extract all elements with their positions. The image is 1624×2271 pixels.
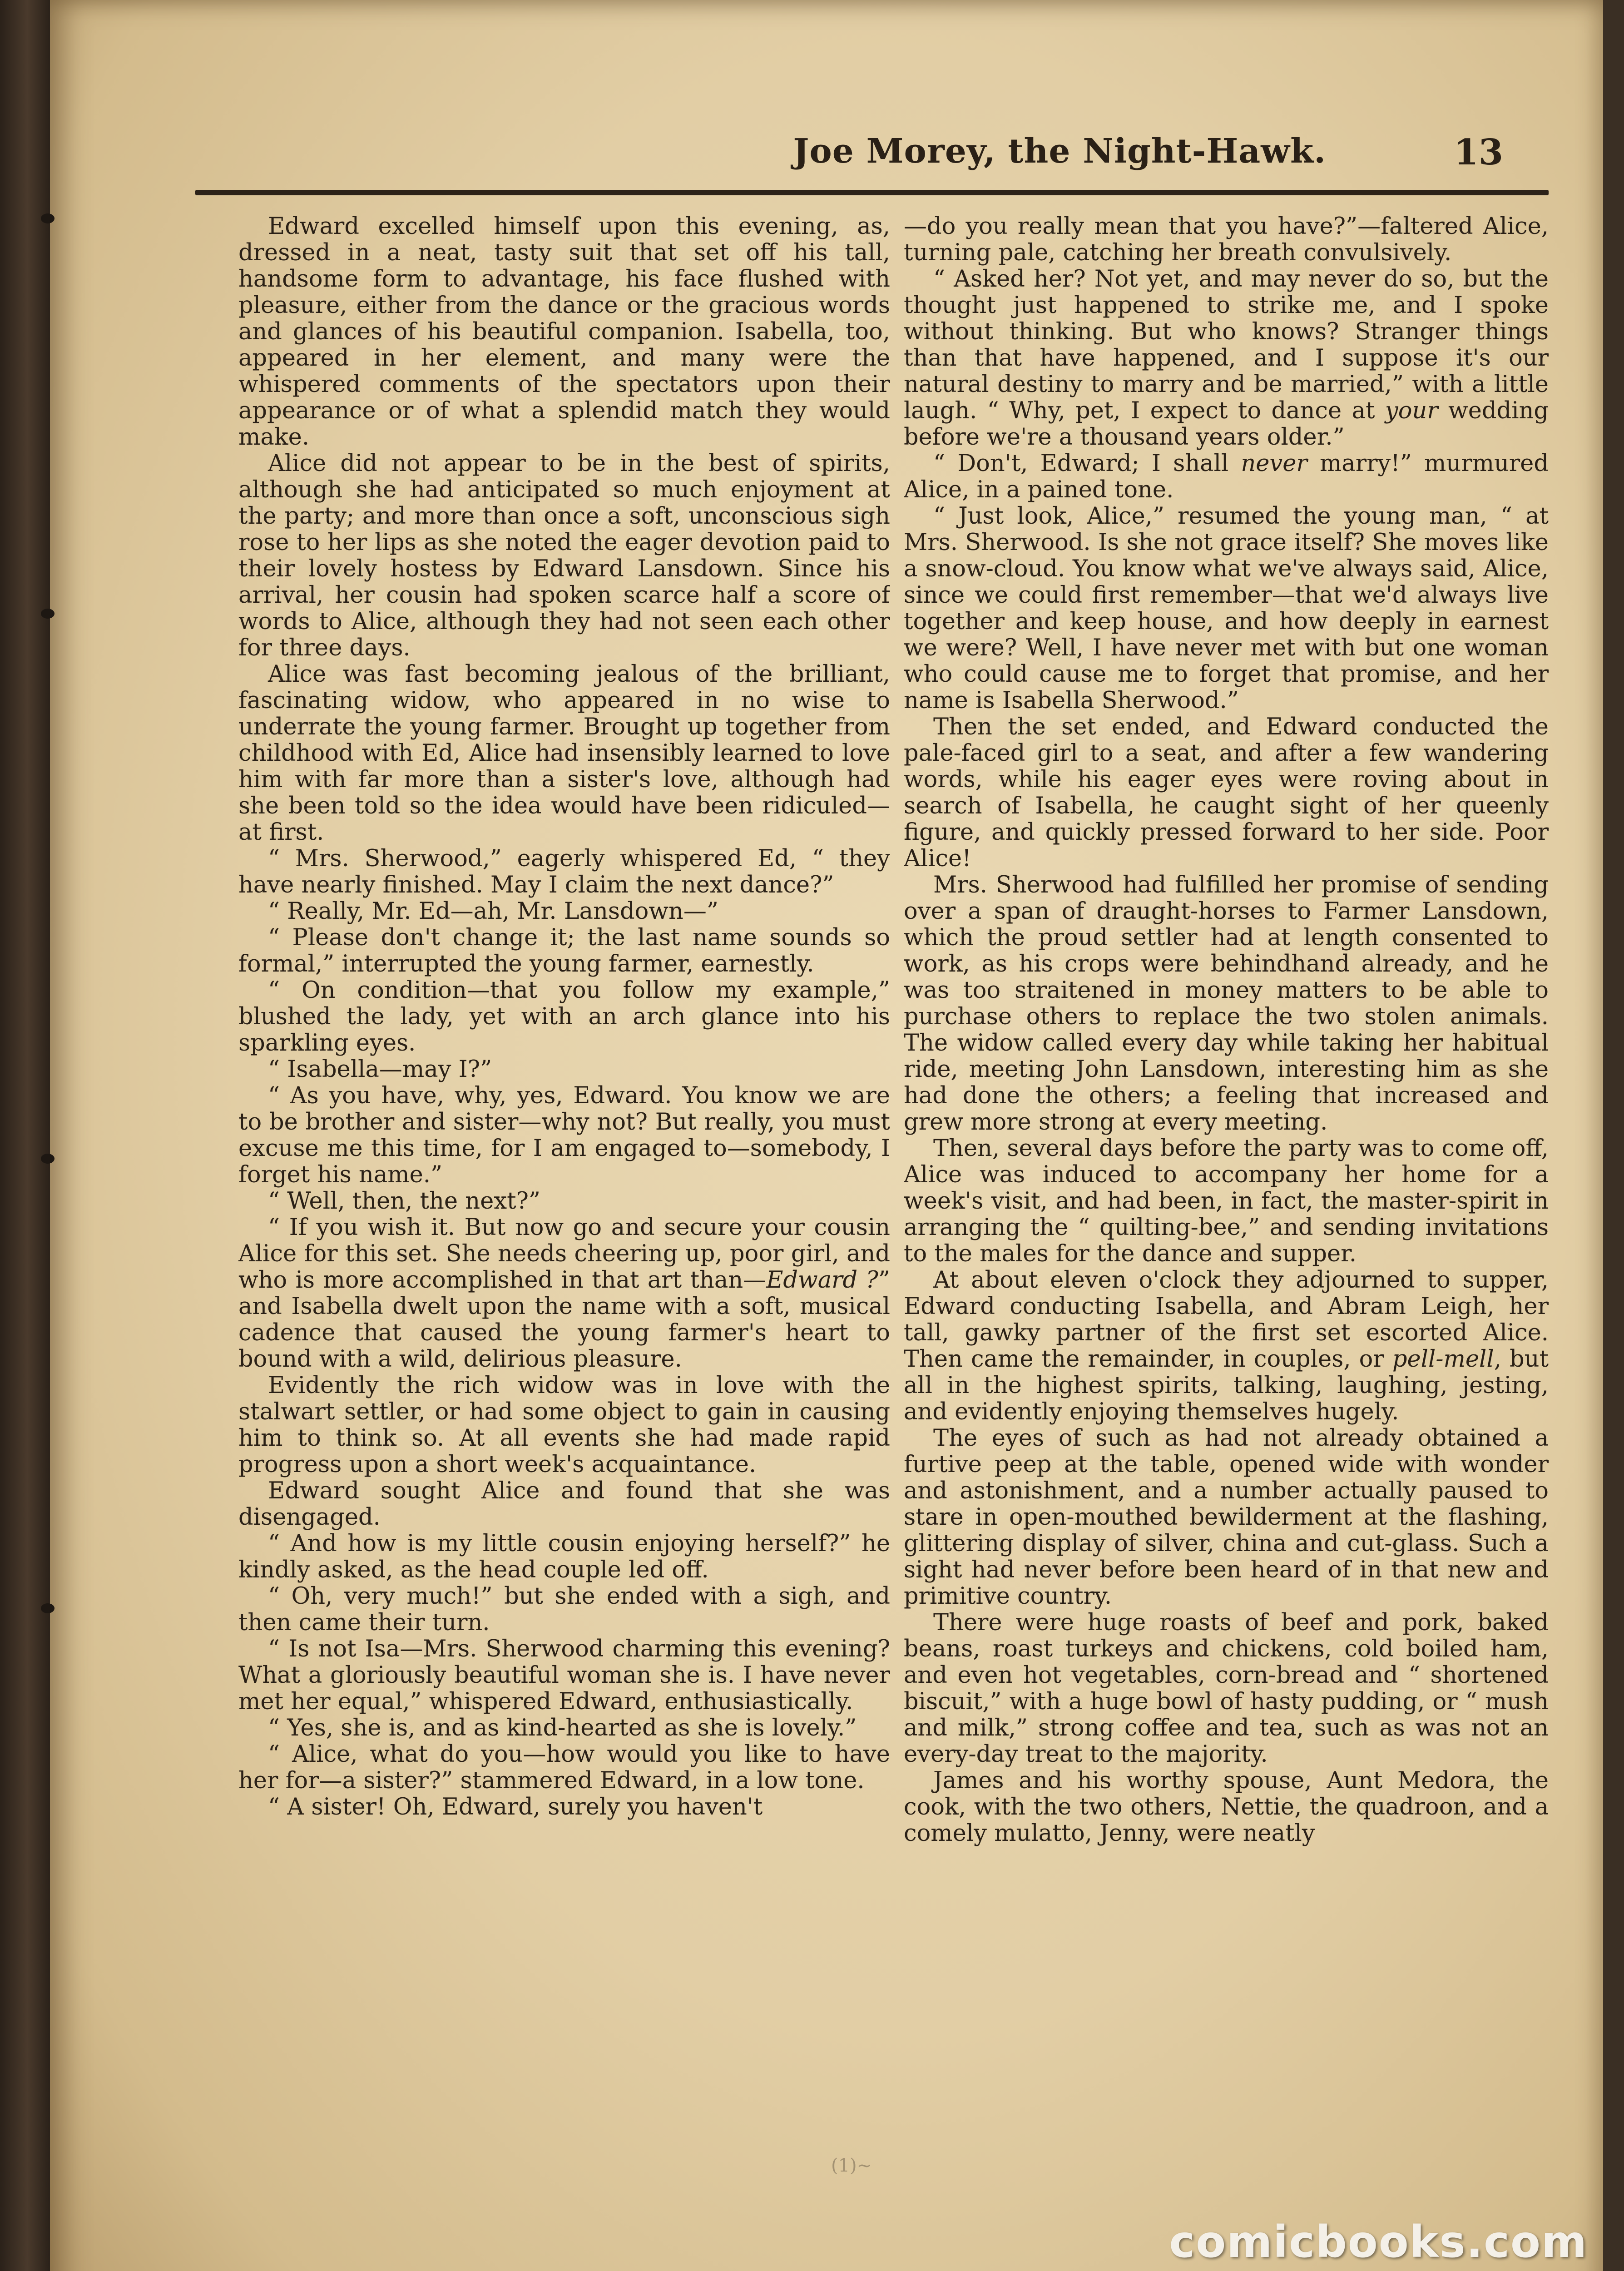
paragraph	[904, 451, 1549, 503]
paragraph: “ Alice, what do you—how would you like to have her for—a sister?” stammered Edward, in a low tone.	[238, 1741, 890, 1794]
paragraph: —do you really mean that you have?”—faltered Alice, turning pale, catching her breath convulsively.	[904, 213, 1549, 266]
paragraph: Alice was fast becoming jealous of the brilliant, fascinating widow, who appeared in no wise to underrate the young farmer. Brought up together from childhood with Ed, Alice had insensibly learned to love him with far more than a sister's love, although had she been told so the idea would have been ridiculed—at first.	[238, 661, 890, 846]
footer-mark: (1)~	[831, 2155, 872, 2176]
italic-emphasis: never	[1241, 450, 1307, 477]
paragraph: “ Is not Isa—Mrs. Sherwood charming this evening? What a gloriously beautiful woman she is. I have never met her equal,” whispered Edward, enthusiastically.	[238, 1636, 890, 1715]
paragraph-text: , but all in the highest spirits, talking, laughing, jesting, and evidently enjoying themselves hugely.	[904, 1346, 1549, 1425]
paragraph: Edward sought Alice and found that she was disengaged.	[238, 1478, 890, 1531]
paragraph: Then, several days before the party was to come off, Alice was induced to accompany her home for a week's visit, and had been, in fact, the master-spirit in arranging the “ quilting-bee,” and sending invitations to the males for the dance and supper.	[904, 1135, 1549, 1267]
paragraph: The eyes of such as had not already obtained a furtive peep at the table, opened wide with wonder and astonishment, and a number actually paused to stare in open-mouthed bewilderment at the flashing, glittering display of silver, china and cut-glass. Such a sight had never before been heard of in that new and primitive country.	[904, 1425, 1549, 1610]
paragraph-text: marry!” murmured Alice, in a pained tone.	[904, 450, 1549, 503]
paragraph: “ Oh, very much!” but she ended with a sigh, and then came their turn.	[238, 1583, 890, 1636]
paragraph	[904, 1267, 1549, 1425]
text-column-right	[904, 213, 1549, 2112]
paragraph: “ On condition—that you follow my example,” blushed the lady, yet with an arch glance into his sparkling eyes.	[238, 977, 890, 1056]
watermark: comicbooks.com	[1169, 2216, 1588, 2267]
italic-emphasis: your	[1385, 397, 1438, 424]
paragraph: “ Please don't change it; the last name sounds so formal,” interrupted the young farmer, earnestly.	[238, 924, 890, 977]
paragraph: “ And how is my little cousin enjoying herself?” he kindly asked, as the head couple led off.	[238, 1530, 890, 1583]
paragraph-text: “ Don't, Edward; I shall	[933, 450, 1241, 477]
paragraph: There were huge roasts of beef and pork, baked beans, roast turkeys and chickens, cold boiled ham, and even hot vegetables, corn-bread and “ shortened biscuit,” with a huge bowl of hasty pudding, or “ mush and milk,” strong coffee and tea, such as was not an every-day treat to the majority.	[904, 1609, 1549, 1768]
paragraph: Alice did not appear to be in the best of spirits, although she had anticipated so much enjoyment at the party; and more than once a soft, unconscious sigh rose to her lips as she noted the eager devotion paid to their lovely hostess by Edward Lansdown. Since his arrival, her cousin had spoken scarce half a score of words to Alice, although they had not seen each other for three days.	[238, 450, 890, 661]
paragraph: “ Isabella—may I?”	[268, 1056, 492, 1083]
paragraph: “ A sister! Oh, Edward, surely you haven't	[268, 1794, 763, 1820]
paragraph: “ As you have, why, yes, Edward. You know we are to be brother and sister—why not? But really, you must excuse me this time, for I am engaged to—somebody, I forget his name.”	[238, 1082, 890, 1188]
binding-stitch-mark	[41, 213, 54, 223]
binding-stitch-mark	[41, 1603, 54, 1613]
paragraph: “ Just look, Alice,” resumed the young man, “ at Mrs. Sherwood. Is she not grace itself? She moves like a snow-cloud. You know what we've always said, Alice, since we could first remember—that we'd always live together and keep house, and how deeply in earnest we were? Well, I have never met with but one woman who could cause me to forget that promise, and her name is Isabella Sherwood.”	[904, 503, 1549, 714]
paragraph: “ Well, then, the next?”	[268, 1188, 540, 1215]
paragraph-text: “ If you wish it. But now go and secure your cousin Alice for this set. She needs cheering up, poor girl, and who is more accomplished in that art than—	[238, 1214, 890, 1294]
paragraph	[238, 1215, 890, 1373]
paragraph-text: ” and Isabella dwelt upon the name with a soft, musical cadence that caused the young farmer's heart to bound with a wild, delirious pleasure.	[238, 1267, 890, 1373]
binding-stitch-mark	[41, 609, 54, 619]
paragraph-text: wedding before we're a thousand years older.”	[904, 397, 1549, 451]
page-number: 13	[1454, 132, 1503, 173]
binding-stitch-mark	[41, 1154, 54, 1164]
paragraph: Edward excelled himself upon this evening, as, dressed in a neat, tasty suit that set off his tall, handsome form to advantage, his face flushed with pleasure, either from the dance or the gracious words and glances of his beautiful companion. Isabella, too, appeared in her element, and many were the whispered comments of the spectators upon their appearance or of what a splendid match they would make.	[238, 213, 890, 451]
paragraph-text: At about eleven o'clock they adjourned to supper, Edward conducting Isabella, and Abram Leigh, her tall, gawky partner of the first set escorted Alice. Then came the remainder, in couples, or	[904, 1267, 1549, 1373]
running-title: Joe Morey, the Night-Hawk.	[793, 132, 1326, 171]
header-rule	[195, 190, 1549, 195]
italic-emphasis: pell-mell	[1392, 1346, 1494, 1373]
paragraph: “ Really, Mr. Ed—ah, Mr. Lansdown—”	[268, 898, 718, 925]
page-header	[191, 132, 1530, 182]
text-column-left	[238, 213, 890, 2112]
paragraph: “ Mrs. Sherwood,” eagerly whispered Ed, “ they have nearly finished. May I claim the next dance?”	[238, 845, 890, 898]
paragraph: Evidently the rich widow was in love with the stalwart settler, or had some object to gain in causing him to think so. At all events she had made rapid progress upon a short week's acquaintance.	[238, 1372, 890, 1478]
paragraph: “ Yes, she is, and as kind-hearted as she is lovely.”	[268, 1715, 857, 1741]
paragraph: Then the set ended, and Edward conducted the pale-faced girl to a seat, and after a few wandering words, while his eager eyes were roving about in search of Isabella, he caught sight of her queenly figure, and quickly pressed forward to her side. Poor Alice!	[904, 714, 1549, 872]
paragraph-text: “ Asked her? Not yet, and may never do so, but the thought just happened to strike me, and I spoke without thinking. But who knows? Stranger things than that have happened, and I suppose it's our natural destiny to marry and be married,” with a little laugh. “ Why, pet, I expect to dance at	[904, 266, 1549, 424]
paragraph	[904, 266, 1549, 451]
paragraph: Mrs. Sherwood had fulfilled her promise of sending over a span of draught-horses to Farmer Lansdown, which the proud settler had at length consented to work, as his crops were behindhand already, and he was too straitened in money matters to be able to purchase others to replace the two stolen animals. The widow called every day while taking her habitual ride, meeting John Lansdown, interesting him as she had done the others; a feeling that increased and grew more strong at every meeting.	[904, 872, 1549, 1136]
paragraph: James and his worthy spouse, Aunt Medora, the cook, with the two others, Nettie, the quadroon, and a comely mulatto, Jenny, were neatly	[904, 1767, 1549, 1847]
italic-emphasis: Edward ?	[766, 1267, 878, 1294]
